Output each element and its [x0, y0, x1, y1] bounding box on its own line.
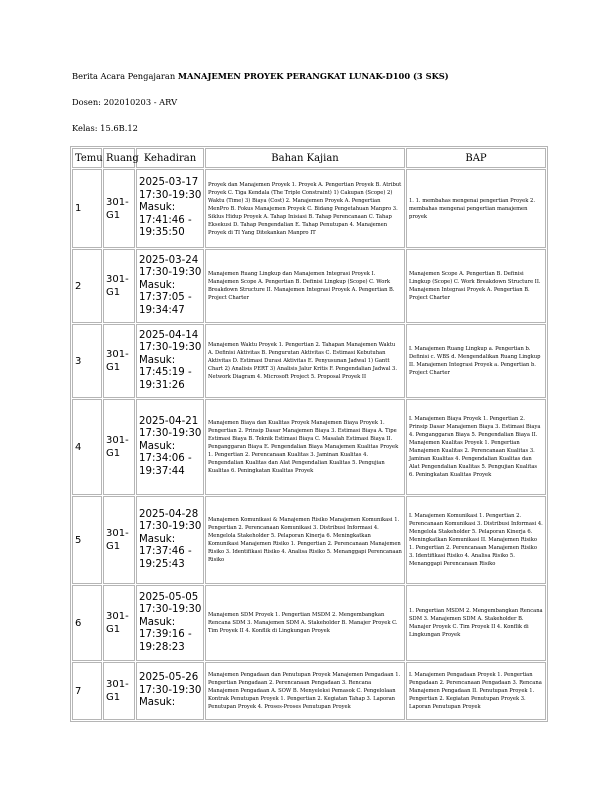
bahan-kajian-cell: Manajemen Waktu Proyek 1. Pengertian 2. Tahapan Manajemen Waktu A. Definisi Aktivitas B. Pengurutan Aktivitas C. Estimasi Kebutuhan Aktivitas D. Estimasi Durasi Aktivitas E. Penyusunan Jadwal 1) Gantt Chart 2) Analisis PERT 3) Analisis Jalur Kritis F. Pengendalian Jadwal 3. Network Diagram 4. Microsoft Project 5. Proposal Proyek II — [205, 324, 405, 398]
table-row — [72, 662, 546, 720]
masuk-time: 17:37:05 - — [139, 292, 192, 304]
tanggal: 2025-05-05 — [139, 591, 199, 603]
kehadiran-cell — [136, 324, 204, 398]
kehadiran-cell — [136, 249, 204, 323]
table-row — [72, 399, 546, 495]
keluar-time: 19:37:44 — [139, 465, 185, 477]
jam: 17:30-19:30 — [139, 267, 202, 279]
jam: 17:30-19:30 — [139, 428, 202, 440]
bap-table — [70, 146, 548, 722]
kehadiran-cell — [136, 399, 204, 495]
kehadiran-cell — [136, 496, 204, 584]
jam: 17:30-19:30 — [139, 684, 202, 696]
masuk-label: Masuk: — [139, 354, 176, 366]
jam: 17:30-19:30 — [139, 342, 202, 354]
tanggal: 2025-05-26 — [139, 672, 199, 684]
masuk-label: Masuk: — [139, 616, 176, 628]
jam: 17:30-19:30 — [139, 189, 202, 201]
tanggal: 2025-04-21 — [139, 415, 199, 427]
bahan-kajian-cell: Proyek dan Manajemen Proyek 1. Proyek A. Pengertian Proyek B. Atribut Proyek C. Tiga Kendala (The Triple Constraint) 1) Cakupan (Scope) 2) Waktu (Time) 3) Biaya (Cost) 2. Manajemen Proyek A. Pengertian MenPro B. Fokus Manajemen Proyek C. Bidang Pengetahuan Manpro 3. Siklus Hidup Proyek A. Tahap Inisiasi B. Tahap Perencanaan C. Tahap Eksekusi D. Tahap Pengendalian E. Tahap Penutupan 4. Manajemen Proyek di TI Yang Ditekankan Manpro IT — [205, 169, 405, 248]
masuk-label: Masuk: — [139, 533, 176, 545]
table-row — [72, 249, 546, 323]
dosen-line: Dosen: 202010203 - ARV — [72, 97, 178, 107]
keluar-time: 19:28:23 — [139, 641, 185, 653]
table-header-row — [72, 148, 546, 168]
header-ruang: Ruang — [103, 148, 135, 168]
header-temu: Temu — [72, 148, 102, 168]
bap-cell: 1. Pengertian MSDM 2. Mengembangkan Rencana SDM 3. Manajemen SDM A. Stakeholder B. Manajer Proyek C. Tim Proyek II 4. Konflik di Lingkungan Proyek — [406, 585, 546, 661]
bap-cell: I. Manajemen Pengadaan Proyek 1. Pengertian Pengadaan 2. Perencanaan Pengadaan 3. Rencana Manajemen Pengadaan II. Penutupan Proyek 1. Pengertian 2. Kegiatan Penutupan Proyek 3. Laporan Penutupan Proyek — [406, 662, 546, 720]
kehadiran-cell — [136, 662, 204, 720]
header-kehadiran: Kehadiran — [136, 148, 204, 168]
tanggal: 2025-03-24 — [139, 254, 199, 266]
jam: 17:30-19:30 — [139, 604, 202, 616]
kehadiran-cell — [136, 169, 204, 248]
keluar-time: 19:35:50 — [139, 227, 185, 239]
keluar-time: 19:31:26 — [139, 379, 185, 391]
bahan-kajian-cell: Manajemen Biaya dan Kualitas Proyek Manajemen Biaya Proyek 1. Pengertian 2. Prinsip Dasar Manajemen Biaya 3. Estimasi Biaya A. Tipe Estimasi Biaya B. Teknik Estimasi Biaya C. Masalah Estimasi Biaya II. Penganggaran Biaya E. Pengendalian Biaya Manajemen Kualitas Proyek 1. Pengertian 2. Perencanaan Kualitas 3. Jaminan Kualitas 4. Pengendalian Kualitas dan Alat Pengendalian Kualitas 5. Pengujian Kualitas 6. Peningkatan Kualitas Proyek — [205, 399, 405, 495]
bap-cell: Manajemen Scope A. Pengertian B. Definisi Lingkup (Scope) C. Work Breakdown Structure II. Manajemen Integrasi Proyek A. Pengertian B. Project Charter — [406, 249, 546, 323]
berita-acara-prefix: Berita Acara Pengajaran — [72, 71, 178, 81]
berita-acara-line — [72, 70, 449, 83]
temu-cell: 1 — [72, 169, 102, 248]
table-row — [72, 585, 546, 661]
table-row — [72, 496, 546, 584]
masuk-label: Masuk: — [139, 697, 176, 709]
temu-cell: 7 — [72, 662, 102, 720]
bahan-kajian-cell: Manajemen SDM Proyek 1. Pengertian MSDM 2. Mengembangkan Rencana SDM 3. Manajemen SDM A. Stakeholder B. Manajer Proyek C. Tim Proyek II 4. Konflik di Lingkungan Proyek — [205, 585, 405, 661]
temu-cell: 2 — [72, 249, 102, 323]
masuk-time: 17:34:06 - — [139, 453, 192, 465]
bap-cell: I. Manajemen Biaya Proyek 1. Pengertian 2. Prinsip Dasar Manajemen Biaya 3. Estimasi Biaya 4. Penganggaran Biaya 5. Pengendalian Biaya II. Manajemen Kualitas Proyek 1. Pengertian Manajemen Kualitas 2. Perencanaan Kualitas 3. Jaminan Kualitas 4. Pengendalian Kualitas dan Alat Pengendalian Kualitas 5. Pengujian Kualitas 6. Peningkatan Kualitas Proyek — [406, 399, 546, 495]
bahan-kajian-cell: Manajemen Pengadaan dan Penutupan Proyek Manajemen Pengadaan 1. Pengertian Pengadaan 2. Perencanaan Pengadaan 3. Rencana Manajemen Pengadaan A. SOW B. Menyeleksi Pemasok C. Pengelolaan Kontrak Penutupan Proyek 1. Pengertian 2. Kegiatan Tahap 3. Laporan Penutupan Proyek 4. Proses-Proses Penutupan Proyek — [205, 662, 405, 720]
ruang-cell: 301-G1 — [103, 662, 135, 720]
masuk-time: 17:45:19 - — [139, 367, 192, 379]
header-bap: BAP — [406, 148, 546, 168]
masuk-time: 17:39:16 - — [139, 629, 192, 641]
document-header — [72, 70, 449, 135]
table-row — [72, 169, 546, 248]
masuk-time: 17:41:46 - — [139, 214, 192, 226]
ruang-cell: 301-G1 — [103, 585, 135, 661]
bap-cell: I. Manajemen Ruang Lingkup a. Pengertian b. Definisi c. WBS d. Mengendalikan Ruang Lingkup II. Manajemen Integrasi Proyek a. Pengertian b. Project Charter — [406, 324, 546, 398]
masuk-label: Masuk: — [139, 440, 176, 452]
keluar-time: 19:34:47 — [139, 304, 185, 316]
temu-cell: 3 — [72, 324, 102, 398]
temu-cell: 5 — [72, 496, 102, 584]
temu-cell: 6 — [72, 585, 102, 661]
bahan-kajian-cell: Manajemen Komunikasi & Manajemen Risiko Manajemen Komunikasi 1. Pengertian 2. Perencanaan Komunikasi 3. Distribusi Informasi 4. Mengelola Stakeholder 5. Pelaporan Kinerja 6. Meningkatkan Komunikasi Manajemen Risiko 1. Pengertian 2. Perencanaan Manajemen Risiko 3. Identifikasi Risiko 4. Analisa Risiko 5. Menanggapi Perencanaan Risiko — [205, 496, 405, 584]
table-row — [72, 324, 546, 398]
masuk-time: 17:37:46 - — [139, 546, 192, 558]
kelas-line: Kelas: 15.6B.12 — [72, 123, 138, 133]
bap-cell: 1. 1. membahas mengenai pengertian Proyek 2. membahas mengenai pengertian manajemen proyek — [406, 169, 546, 248]
course-title: MANAJEMEN PROYEK PERANGKAT LUNAK-D100 (3 SKS) — [177, 71, 449, 81]
bap-cell: I. Manajemen Komunikasi 1. Pengertian 2. Perencanaan Komunikasi 3. Distribusi Informasi 4. Mengelola Stakeholder 5. Pelaporan Kinerja 6. Meningkatkan Komunikasi II. Manajemen Risiko 1. Pengertian 2. Perencanaan Manajemen Risiko 3. Identifikasi Risiko 4. Analisa Risiko 5. Menanggapi Perencanaan Risiko — [406, 496, 546, 584]
ruang-cell: 301-G1 — [103, 324, 135, 398]
jam: 17:30-19:30 — [139, 521, 202, 533]
tanggal: 2025-03-17 — [139, 177, 199, 189]
tanggal: 2025-04-28 — [139, 508, 199, 520]
masuk-label: Masuk: — [139, 202, 176, 214]
keluar-time: 19:25:43 — [139, 558, 185, 570]
ruang-cell: 301-G1 — [103, 169, 135, 248]
ruang-cell: 301-G1 — [103, 249, 135, 323]
bahan-kajian-cell: Manajemen Ruang Lingkup dan Manajemen Integrasi Proyek I. Manajemen Scope A. Pengertian B. Definisi Lingkup (Scope) C. Work Breakdown Structure II. Manajemen Integrasi Proyek A. Pengertian B. Project Charter — [205, 249, 405, 323]
kehadiran-cell — [136, 585, 204, 661]
ruang-cell: 301-G1 — [103, 496, 135, 584]
masuk-label: Masuk: — [139, 279, 176, 291]
tanggal: 2025-04-14 — [139, 329, 199, 341]
ruang-cell: 301-G1 — [103, 399, 135, 495]
header-bahan-kajian: Bahan Kajian — [205, 148, 405, 168]
temu-cell: 4 — [72, 399, 102, 495]
